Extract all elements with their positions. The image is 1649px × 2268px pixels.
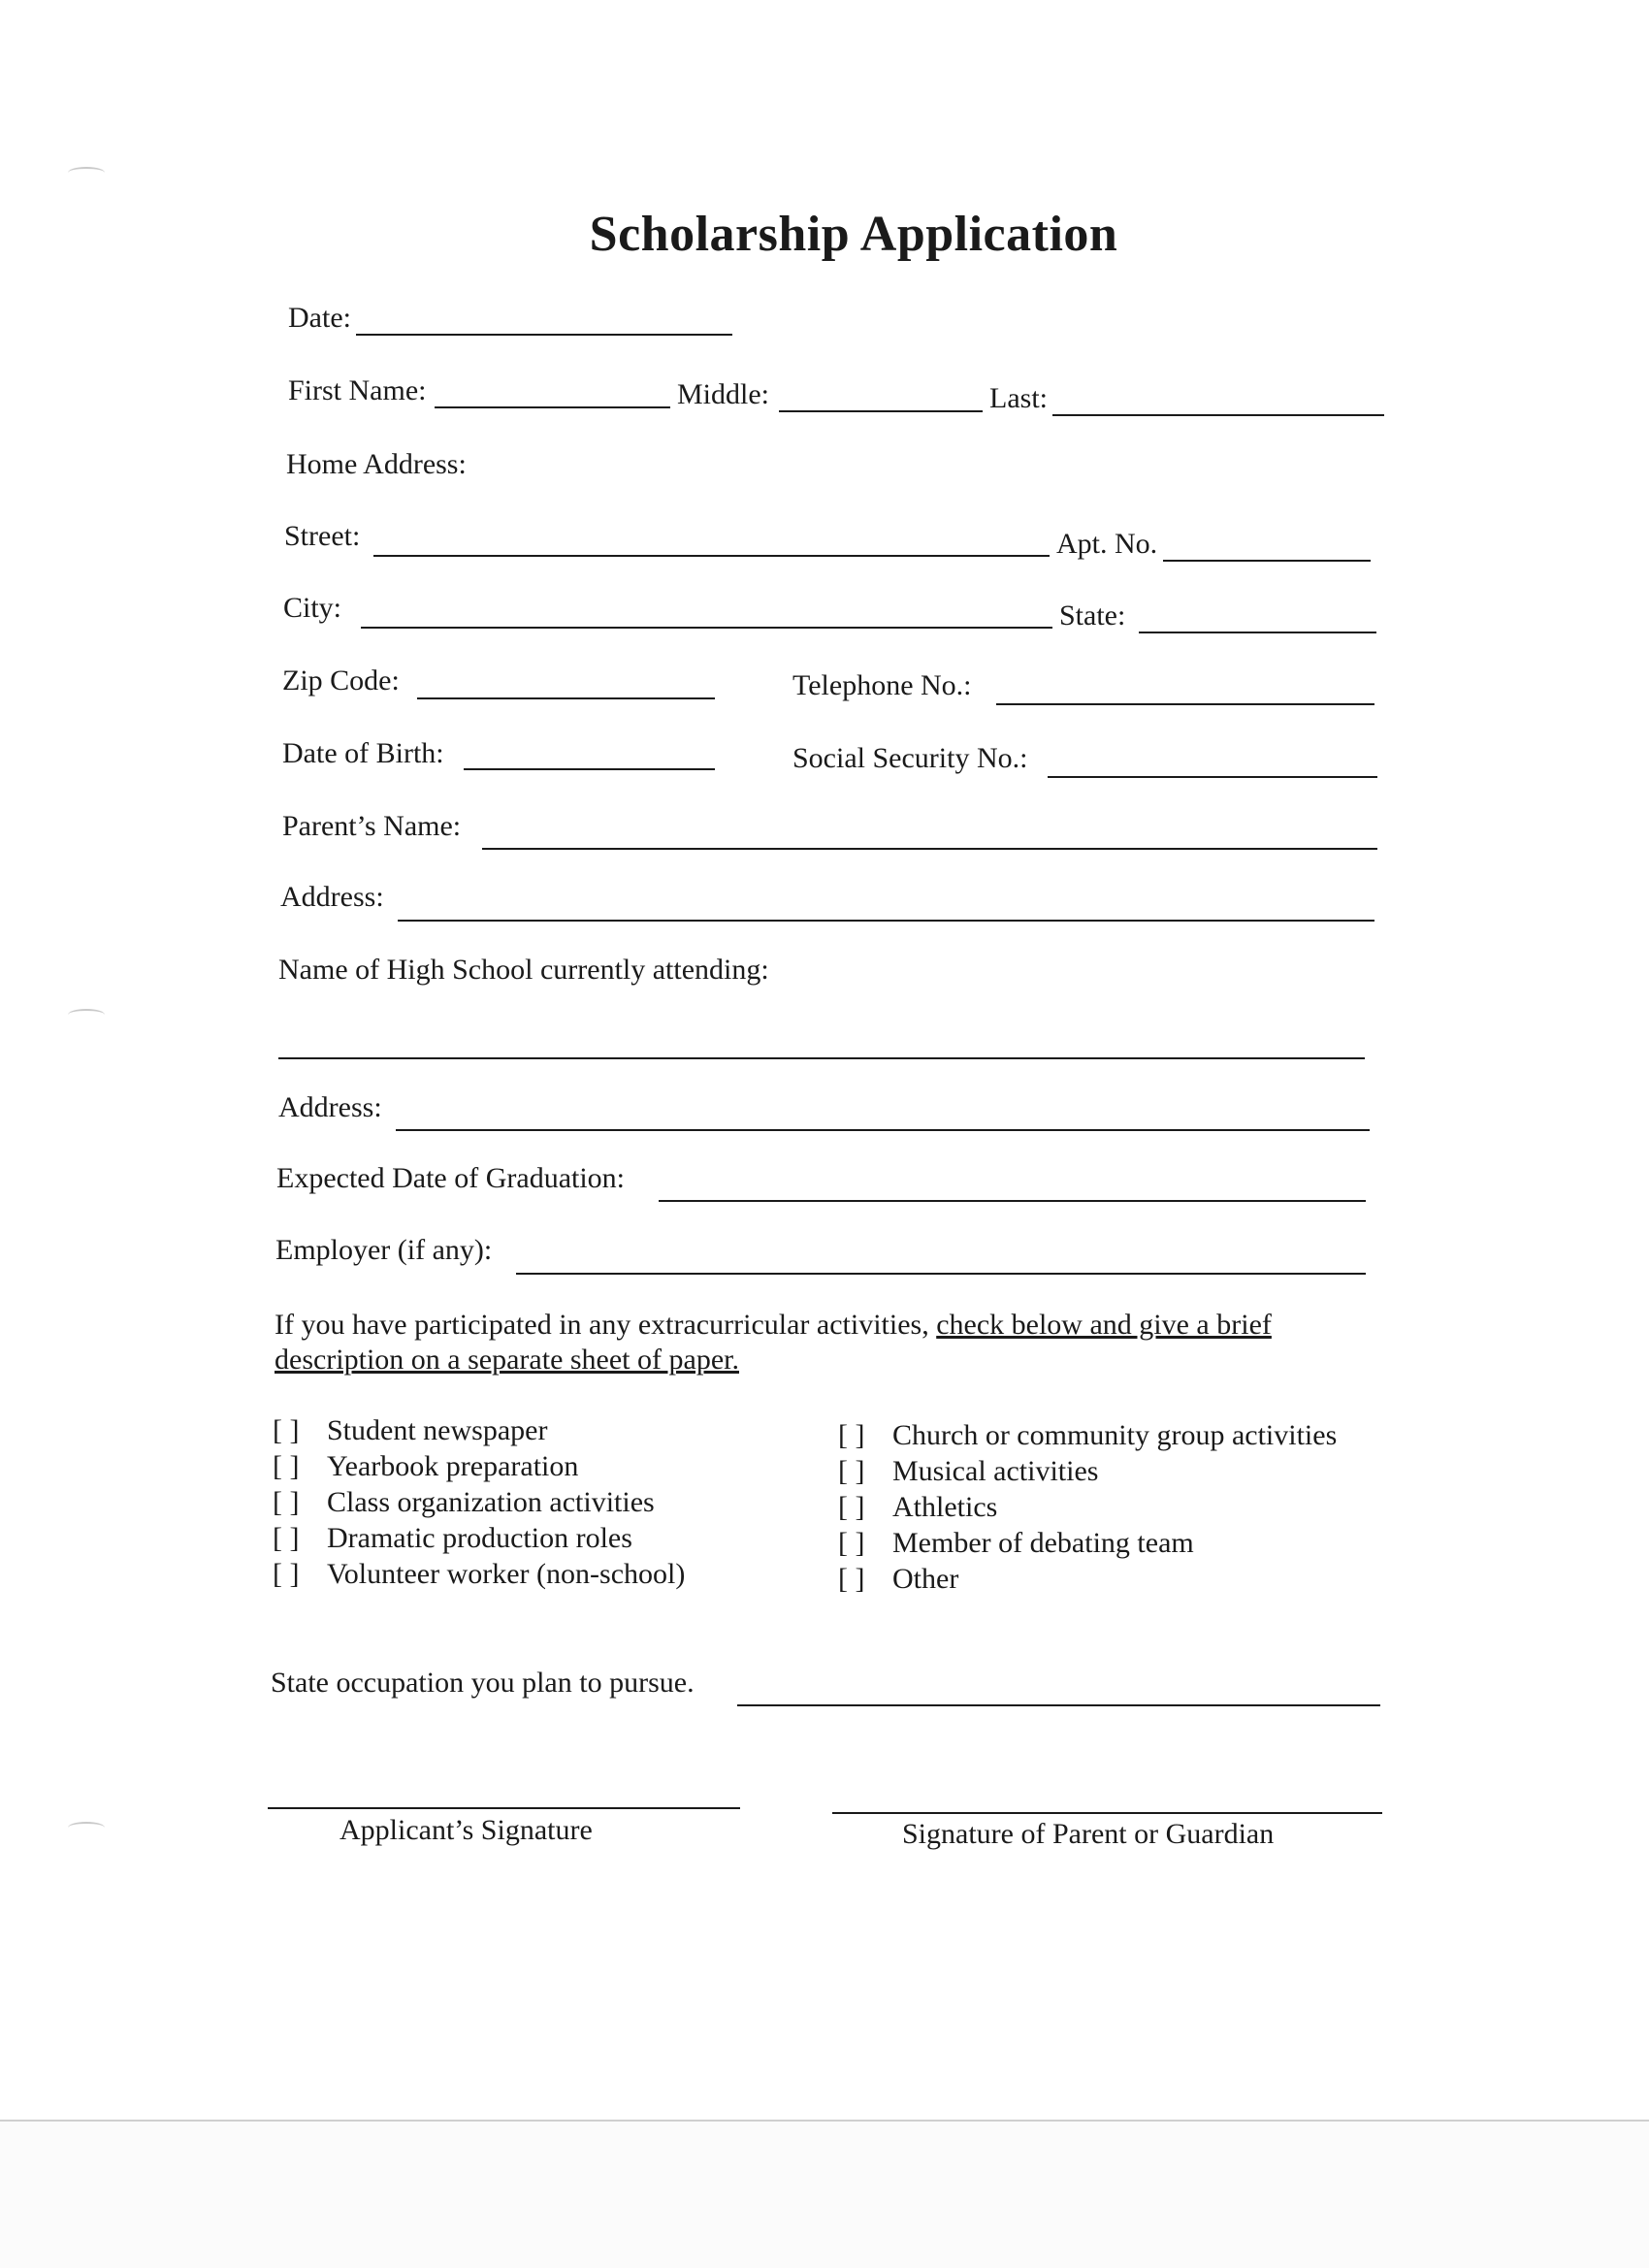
checkbox[interactable]: [ ] xyxy=(838,1491,865,1523)
occupation-field[interactable] xyxy=(737,1704,1380,1706)
high-school-field[interactable] xyxy=(278,1057,1365,1059)
activity-item[interactable] xyxy=(838,1565,958,1594)
activity-label: Dramatic production roles xyxy=(327,1522,632,1554)
activity-label: Class organization activities xyxy=(327,1486,655,1518)
state-field[interactable] xyxy=(1139,632,1376,633)
last-label: Last: xyxy=(989,382,1048,414)
first-name-field[interactable] xyxy=(435,406,670,408)
activities-instructions-text: If you have participated in any extracurricular activities, xyxy=(275,1309,937,1341)
activities-instructions-underlined: check below and give a brief description on a separate sheet of paper. xyxy=(275,1309,1272,1376)
activity-label: Other xyxy=(892,1563,959,1595)
activity-label: Musical activities xyxy=(892,1455,1099,1487)
applicant-signature-label: Applicant’s Signature xyxy=(340,1814,593,1846)
city-field[interactable] xyxy=(361,627,1052,629)
street-field[interactable] xyxy=(373,555,1050,557)
activity-item[interactable] xyxy=(838,1529,1194,1558)
occupation-label: State occupation you plan to pursue. xyxy=(271,1667,695,1699)
activity-label: Church or community group activities xyxy=(892,1419,1338,1451)
checkbox[interactable]: [ ] xyxy=(273,1414,300,1446)
activity-item[interactable] xyxy=(838,1493,997,1522)
date-field[interactable] xyxy=(356,334,732,336)
employer-label: Employer (if any): xyxy=(275,1234,493,1266)
date-of-birth-label: Date of Birth: xyxy=(282,737,444,769)
checkbox[interactable]: [ ] xyxy=(273,1486,300,1518)
checkbox[interactable]: [ ] xyxy=(838,1419,865,1451)
activity-item[interactable] xyxy=(273,1560,685,1589)
date-label: Date: xyxy=(288,302,351,334)
punch-hole-mark xyxy=(68,1822,105,1833)
activity-item[interactable] xyxy=(273,1452,578,1481)
date-of-birth-field[interactable] xyxy=(464,768,715,770)
street-label: Street: xyxy=(284,520,361,552)
home-address-heading: Home Address: xyxy=(286,448,467,480)
activity-item[interactable] xyxy=(838,1457,1098,1486)
applicant-signature-line[interactable] xyxy=(268,1807,740,1809)
graduation-date-label: Expected Date of Graduation: xyxy=(276,1162,626,1194)
checkbox[interactable]: [ ] xyxy=(838,1527,865,1559)
ssn-field[interactable] xyxy=(1048,776,1377,778)
activity-label: Member of debating team xyxy=(892,1527,1194,1559)
parent-address-label: Address: xyxy=(280,881,384,913)
activity-label: Student newspaper xyxy=(327,1414,548,1446)
middle-label: Middle: xyxy=(677,378,769,410)
last-name-field[interactable] xyxy=(1052,414,1384,416)
activity-label: Athletics xyxy=(892,1491,998,1523)
activities-instructions xyxy=(275,1308,1371,1377)
punch-hole-mark xyxy=(68,1009,105,1021)
middle-name-field[interactable] xyxy=(779,410,983,412)
activity-item[interactable] xyxy=(273,1524,632,1553)
city-label: City: xyxy=(283,592,342,624)
parents-name-label: Parent’s Name: xyxy=(282,810,462,842)
checkbox[interactable]: [ ] xyxy=(273,1558,300,1590)
state-label: State: xyxy=(1059,599,1126,632)
checkbox[interactable]: [ ] xyxy=(838,1455,865,1487)
checkbox[interactable]: [ ] xyxy=(273,1450,300,1482)
activity-item[interactable] xyxy=(273,1416,547,1445)
telephone-label: Telephone No.: xyxy=(792,669,972,701)
graduation-date-field[interactable] xyxy=(659,1200,1366,1202)
ssn-label: Social Security No.: xyxy=(792,742,1028,774)
telephone-field[interactable] xyxy=(996,703,1374,705)
school-address-label: Address: xyxy=(278,1091,382,1123)
punch-hole-mark xyxy=(68,167,105,178)
parent-signature-label: Signature of Parent or Guardian xyxy=(902,1818,1275,1850)
checkbox[interactable]: [ ] xyxy=(273,1522,300,1554)
employer-field[interactable] xyxy=(516,1273,1366,1275)
zip-code-label: Zip Code: xyxy=(282,664,400,697)
zip-code-field[interactable] xyxy=(417,697,715,699)
apt-no-label: Apt. No. xyxy=(1056,528,1158,560)
apt-no-field[interactable] xyxy=(1163,560,1371,562)
school-address-field[interactable] xyxy=(396,1129,1370,1131)
parent-signature-line[interactable] xyxy=(832,1812,1382,1814)
form-title: Scholarship Application xyxy=(589,207,1118,262)
parent-address-field[interactable] xyxy=(398,920,1374,922)
first-name-label: First Name: xyxy=(288,374,427,406)
high-school-label: Name of High School currently attending: xyxy=(278,954,769,986)
checkbox[interactable]: [ ] xyxy=(838,1563,865,1595)
parents-name-field[interactable] xyxy=(482,848,1377,850)
activity-item[interactable] xyxy=(838,1421,1337,1450)
activity-item[interactable] xyxy=(273,1488,655,1517)
activity-label: Yearbook preparation xyxy=(327,1450,579,1482)
activity-label: Volunteer worker (non-school) xyxy=(327,1558,686,1590)
scan-background xyxy=(0,2122,1649,2268)
